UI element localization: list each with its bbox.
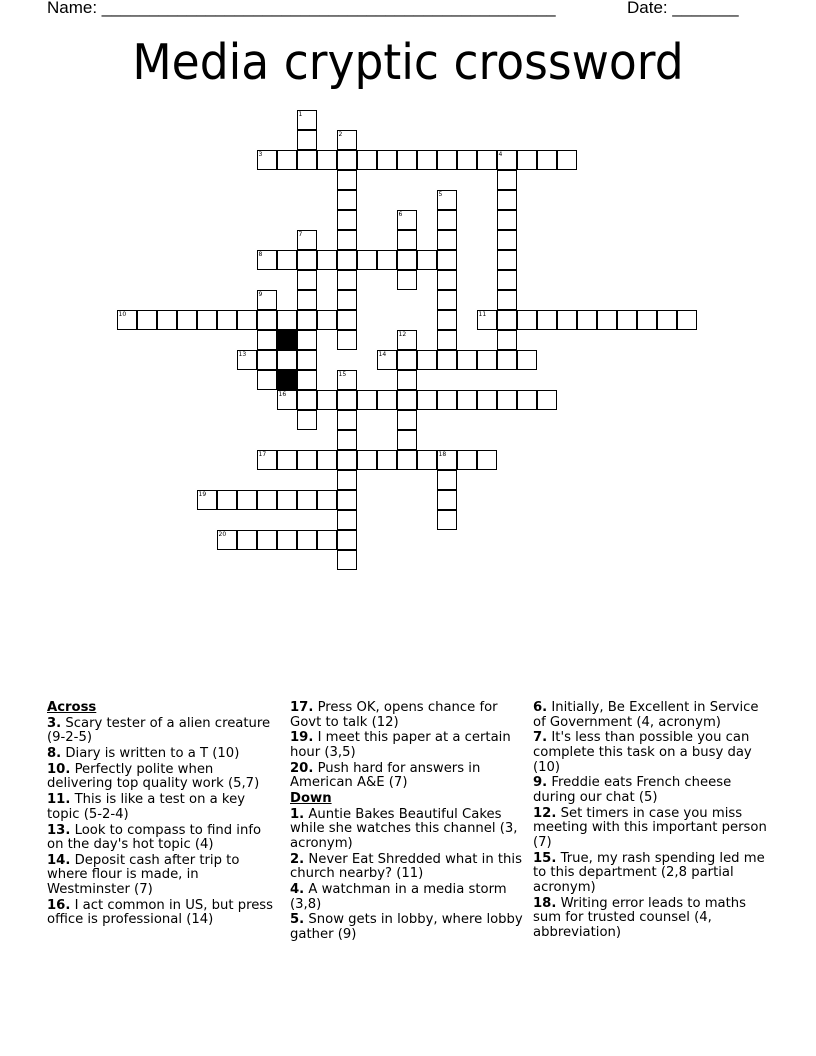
clue-number: 11. xyxy=(47,792,71,808)
grid-cell[interactable] xyxy=(417,250,437,270)
clue-text: Press OK, opens chance for Govt to talk (12) xyxy=(290,700,498,730)
grid-cell[interactable] xyxy=(337,150,357,170)
grid-cell[interactable] xyxy=(317,530,337,550)
clues-column-1 xyxy=(47,701,277,929)
clue-down-12 xyxy=(533,807,773,851)
grid-cell[interactable] xyxy=(497,210,517,230)
grid-cell[interactable] xyxy=(257,290,277,310)
grid-cell[interactable] xyxy=(377,450,397,470)
clue-number: 9. xyxy=(533,775,548,791)
grid-cell[interactable] xyxy=(297,390,317,410)
grid-cell[interactable] xyxy=(517,150,537,170)
clue-text: True, my rash spending led me to this department (2,8 partial acronym) xyxy=(533,850,765,895)
clue-number: 1. xyxy=(290,806,305,822)
clue-text: Scary tester of a alien creature (9-2-5) xyxy=(47,715,271,746)
grid-cell[interactable] xyxy=(437,310,457,330)
clues-column-3 xyxy=(533,701,773,942)
grid-cell[interactable] xyxy=(417,390,437,410)
page-title: Media cryptic crossword xyxy=(132,34,684,91)
grid-cell[interactable] xyxy=(337,410,357,430)
grid-cell[interactable] xyxy=(317,450,337,470)
grid-cell[interactable] xyxy=(397,210,417,230)
grid-cell[interactable] xyxy=(277,490,297,510)
clue-text: Snow gets in lobby, where lobby gather (9) xyxy=(290,912,523,943)
grid-cell[interactable] xyxy=(217,530,237,550)
grid-cell[interactable] xyxy=(217,490,237,510)
cell-number: 4 xyxy=(498,150,503,158)
grid-cell[interactable] xyxy=(497,350,517,370)
cell-number: 9 xyxy=(258,290,263,298)
grid-cell[interactable] xyxy=(297,530,317,550)
grid-cell[interactable] xyxy=(377,350,397,370)
clue-text: It's less than possible you can complete this task on a busy day (10) xyxy=(533,730,752,775)
grid-cell[interactable] xyxy=(277,530,297,550)
grid-cell[interactable] xyxy=(457,350,477,370)
grid-cell[interactable] xyxy=(297,150,317,170)
cell-number: 8 xyxy=(258,250,263,258)
clue-text: Diary is written to a T (10) xyxy=(65,745,240,761)
grid-cell[interactable] xyxy=(437,150,457,170)
clue-number: 7. xyxy=(533,730,548,746)
cell-number: 1 xyxy=(298,110,303,118)
grid-cell[interactable] xyxy=(337,270,357,290)
grid-cell[interactable] xyxy=(497,270,517,290)
grid-cell[interactable] xyxy=(497,290,517,310)
clue-down-18 xyxy=(533,897,773,941)
grid-cell[interactable] xyxy=(257,250,277,270)
grid-cell[interactable] xyxy=(297,330,317,350)
grid-cell[interactable] xyxy=(217,310,237,330)
grid-cell[interactable] xyxy=(497,230,517,250)
grid-cell[interactable] xyxy=(377,150,397,170)
grid-cell[interactable] xyxy=(257,490,277,510)
clue-across-11 xyxy=(47,793,277,822)
grid-cell[interactable] xyxy=(277,310,297,330)
clues-column-2 xyxy=(290,701,525,944)
grid-cell[interactable] xyxy=(437,210,457,230)
crossword-grid xyxy=(117,110,717,590)
clue-number: 8. xyxy=(47,745,62,761)
grid-cell[interactable] xyxy=(457,450,477,470)
grid-cell[interactable] xyxy=(297,350,317,370)
grid-cell[interactable] xyxy=(297,410,317,430)
grid-cell[interactable] xyxy=(317,490,337,510)
clue-text: Initially, Be Excellent in Service of Government (4, acronym) xyxy=(533,700,759,730)
grid-cell[interactable] xyxy=(437,230,457,250)
grid-cell[interactable] xyxy=(397,390,417,410)
clue-text: A watchman in a media storm (3,8) xyxy=(290,882,507,912)
clue-down-7 xyxy=(533,731,773,775)
clue-text: Writing error leads to maths sum for trusted counsel (4, abbreviation) xyxy=(533,895,747,940)
clue-down-5 xyxy=(290,913,525,942)
grid-cell[interactable] xyxy=(257,330,277,350)
grid-cell[interactable] xyxy=(317,250,337,270)
grid-cell[interactable] xyxy=(337,390,357,410)
cell-number: 17 xyxy=(258,450,267,458)
grid-cell[interactable] xyxy=(557,310,577,330)
grid-cell[interactable] xyxy=(177,310,197,330)
grid-cell[interactable] xyxy=(397,410,417,430)
grid-cell[interactable] xyxy=(477,350,497,370)
grid-cell[interactable] xyxy=(477,310,497,330)
grid-cell[interactable] xyxy=(297,450,317,470)
grid-cell[interactable] xyxy=(357,390,377,410)
clue-across-3 xyxy=(47,717,277,746)
clue-text: Deposit cash after trip to where flour is made, in Westminster (7) xyxy=(47,852,240,898)
grid-cell[interactable] xyxy=(397,230,417,250)
cell-number: 10 xyxy=(118,310,127,318)
cell-number: 6 xyxy=(398,210,403,218)
clue-down-4 xyxy=(290,883,525,912)
grid-cell[interactable] xyxy=(457,390,477,410)
date-field-label: Date: _______ xyxy=(627,0,739,17)
clue-number: 10. xyxy=(47,761,71,777)
across-heading: Across xyxy=(47,700,97,715)
grid-cell[interactable] xyxy=(417,150,437,170)
cell-number: 13 xyxy=(238,350,247,358)
grid-cell[interactable] xyxy=(337,370,357,390)
grid-cell[interactable] xyxy=(477,150,497,170)
grid-cell[interactable] xyxy=(497,170,517,190)
black-square xyxy=(277,370,297,390)
grid-cell[interactable] xyxy=(337,170,357,190)
grid-cell[interactable] xyxy=(537,310,557,330)
cell-number: 3 xyxy=(258,150,263,158)
clue-across-17 xyxy=(290,701,525,730)
grid-cell[interactable] xyxy=(257,150,277,170)
grid-cell[interactable] xyxy=(537,390,557,410)
clue-across-19 xyxy=(290,731,525,760)
grid-cell[interactable] xyxy=(517,310,537,330)
grid-cell[interactable] xyxy=(317,310,337,330)
grid-cell[interactable] xyxy=(397,330,417,350)
grid-cell[interactable] xyxy=(437,450,457,470)
grid-cell[interactable] xyxy=(397,430,417,450)
grid-cell[interactable] xyxy=(297,270,317,290)
grid-cell[interactable] xyxy=(357,450,377,470)
cell-number: 5 xyxy=(438,190,443,198)
clue-number: 16. xyxy=(47,897,71,913)
cell-number: 15 xyxy=(338,370,347,378)
grid-cell[interactable] xyxy=(437,270,457,290)
grid-cell[interactable] xyxy=(337,310,357,330)
grid-cell[interactable] xyxy=(317,390,337,410)
grid-cell[interactable] xyxy=(437,510,457,530)
clue-text: I meet this paper at a certain hour (3,5) xyxy=(290,730,511,760)
grid-cell[interactable] xyxy=(337,230,357,250)
grid-cell[interactable] xyxy=(637,310,657,330)
grid-cell[interactable] xyxy=(257,530,277,550)
grid-cell[interactable] xyxy=(337,250,357,270)
grid-cell[interactable] xyxy=(397,370,417,390)
cell-number: 19 xyxy=(198,490,207,498)
grid-cell[interactable] xyxy=(437,290,457,310)
grid-cell[interactable] xyxy=(297,370,317,390)
clue-down-2 xyxy=(290,853,525,882)
clue-number: 20. xyxy=(290,760,314,776)
grid-cell[interactable] xyxy=(297,250,317,270)
grid-cell[interactable] xyxy=(557,150,577,170)
clue-number: 18. xyxy=(533,895,557,911)
grid-cell[interactable] xyxy=(457,150,477,170)
grid-cell[interactable] xyxy=(397,350,417,370)
clue-number: 2. xyxy=(290,851,305,867)
clue-text: I act common in US, but press office is professional (14) xyxy=(47,897,274,928)
grid-cell[interactable] xyxy=(417,450,437,470)
grid-cell[interactable] xyxy=(437,470,457,490)
clue-text: Never Eat Shredded what in this church nearby? (11) xyxy=(290,851,522,882)
grid-cell[interactable] xyxy=(337,190,357,210)
grid-cell[interactable] xyxy=(417,350,437,370)
grid-cell[interactable] xyxy=(137,310,157,330)
clue-number: 15. xyxy=(533,850,557,866)
grid-cell[interactable] xyxy=(237,310,257,330)
clue-number: 3. xyxy=(47,715,62,731)
grid-cell[interactable] xyxy=(617,310,637,330)
clue-across-20 xyxy=(290,762,525,791)
grid-cell[interactable] xyxy=(277,350,297,370)
grid-cell[interactable] xyxy=(437,390,457,410)
grid-cell[interactable] xyxy=(357,250,377,270)
grid-cell[interactable] xyxy=(257,310,277,330)
grid-cell[interactable] xyxy=(537,150,557,170)
grid-cell[interactable] xyxy=(297,230,317,250)
grid-cell[interactable] xyxy=(337,470,357,490)
grid-cell[interactable] xyxy=(677,310,697,330)
name-field-label: Name: ________________________________________________ xyxy=(47,0,556,17)
clue-number: 19. xyxy=(290,730,314,746)
grid-cell[interactable] xyxy=(297,490,317,510)
black-square xyxy=(277,330,297,350)
grid-cell[interactable] xyxy=(337,510,357,530)
grid-cell[interactable] xyxy=(257,450,277,470)
grid-cell[interactable] xyxy=(337,430,357,450)
clue-across-8 xyxy=(47,747,277,762)
clue-across-14 xyxy=(47,854,277,898)
grid-cell[interactable] xyxy=(577,310,597,330)
clue-down-1 xyxy=(290,808,525,852)
grid-cell[interactable] xyxy=(297,110,317,130)
grid-cell[interactable] xyxy=(477,450,497,470)
grid-cell[interactable] xyxy=(277,150,297,170)
grid-cell[interactable] xyxy=(377,390,397,410)
grid-cell[interactable] xyxy=(337,290,357,310)
grid-cell[interactable] xyxy=(437,190,457,210)
cell-number: 11 xyxy=(478,310,487,318)
grid-cell[interactable] xyxy=(337,490,357,510)
grid-cell[interactable] xyxy=(337,550,357,570)
grid-cell[interactable] xyxy=(317,150,337,170)
grid-cell[interactable] xyxy=(117,310,137,330)
grid-cell[interactable] xyxy=(337,210,357,230)
grid-cell[interactable] xyxy=(497,310,517,330)
grid-cell[interactable] xyxy=(657,310,677,330)
grid-cell[interactable] xyxy=(477,390,497,410)
cell-number: 12 xyxy=(398,330,407,338)
grid-cell[interactable] xyxy=(437,330,457,350)
grid-cell[interactable] xyxy=(437,250,457,270)
grid-cell[interactable] xyxy=(497,150,517,170)
grid-cell[interactable] xyxy=(297,310,317,330)
grid-cell[interactable] xyxy=(337,330,357,350)
grid-cell[interactable] xyxy=(337,530,357,550)
grid-cell[interactable] xyxy=(497,190,517,210)
grid-cell[interactable] xyxy=(397,270,417,290)
grid-cell[interactable] xyxy=(497,330,517,350)
grid-cell[interactable] xyxy=(237,490,257,510)
cell-number: 20 xyxy=(218,530,227,538)
grid-cell[interactable] xyxy=(397,150,417,170)
grid-cell[interactable] xyxy=(237,530,257,550)
grid-cell[interactable] xyxy=(397,450,417,470)
clue-text: This is like a test on a key topic (5-2-4) xyxy=(47,792,246,822)
clue-text: Look to compass to find info on the day's hot topic (4) xyxy=(47,822,262,853)
grid-cell[interactable] xyxy=(257,370,277,390)
clue-text: Freddie eats French cheese during our chat (5) xyxy=(533,775,732,805)
clue-down-9 xyxy=(533,776,773,805)
clue-number: 17. xyxy=(290,700,314,715)
grid-cell[interactable] xyxy=(337,130,357,150)
clue-across-10 xyxy=(47,763,277,792)
grid-cell[interactable] xyxy=(497,390,517,410)
grid-cell[interactable] xyxy=(277,250,297,270)
cell-number: 18 xyxy=(438,450,447,458)
grid-cell[interactable] xyxy=(437,490,457,510)
grid-cell[interactable] xyxy=(237,350,257,370)
clue-across-16 xyxy=(47,899,277,928)
grid-cell[interactable] xyxy=(517,350,537,370)
cell-number: 16 xyxy=(278,390,287,398)
cell-number: 7 xyxy=(298,230,303,238)
grid-cell[interactable] xyxy=(437,350,457,370)
clue-number: 13. xyxy=(47,822,71,838)
down-heading: Down xyxy=(290,791,332,807)
clue-down-6 xyxy=(533,701,773,730)
clue-number: 6. xyxy=(533,700,548,715)
grid-cell[interactable] xyxy=(297,130,317,150)
clue-text: Auntie Bakes Beautiful Cakes while she watches this channel (3, acronym) xyxy=(290,806,518,851)
clue-number: 14. xyxy=(47,852,71,868)
cell-number: 14 xyxy=(378,350,387,358)
grid-cell[interactable] xyxy=(197,310,217,330)
clue-number: 4. xyxy=(290,882,305,898)
grid-cell[interactable] xyxy=(497,250,517,270)
clue-text: Push hard for answers in American A&E (7) xyxy=(290,760,481,791)
grid-cell[interactable] xyxy=(337,450,357,470)
grid-cell[interactable] xyxy=(197,490,217,510)
grid-cell[interactable] xyxy=(517,390,537,410)
grid-cell[interactable] xyxy=(377,250,397,270)
clue-text: Set timers in case you miss meeting with this important person (7) xyxy=(533,805,767,850)
cell-number: 2 xyxy=(338,130,343,138)
grid-cell[interactable] xyxy=(277,450,297,470)
clue-across-13 xyxy=(47,824,277,853)
grid-cell[interactable] xyxy=(297,290,317,310)
grid-cell[interactable] xyxy=(277,390,297,410)
clue-down-15 xyxy=(533,852,773,896)
clue-text: Perfectly polite when delivering top quality work (5,7) xyxy=(47,761,260,792)
clue-number: 12. xyxy=(533,805,557,821)
grid-cell[interactable] xyxy=(397,250,417,270)
grid-cell[interactable] xyxy=(597,310,617,330)
grid-cell[interactable] xyxy=(257,350,277,370)
clue-number: 5. xyxy=(290,912,305,928)
grid-cell[interactable] xyxy=(157,310,177,330)
grid-cell[interactable] xyxy=(357,150,377,170)
